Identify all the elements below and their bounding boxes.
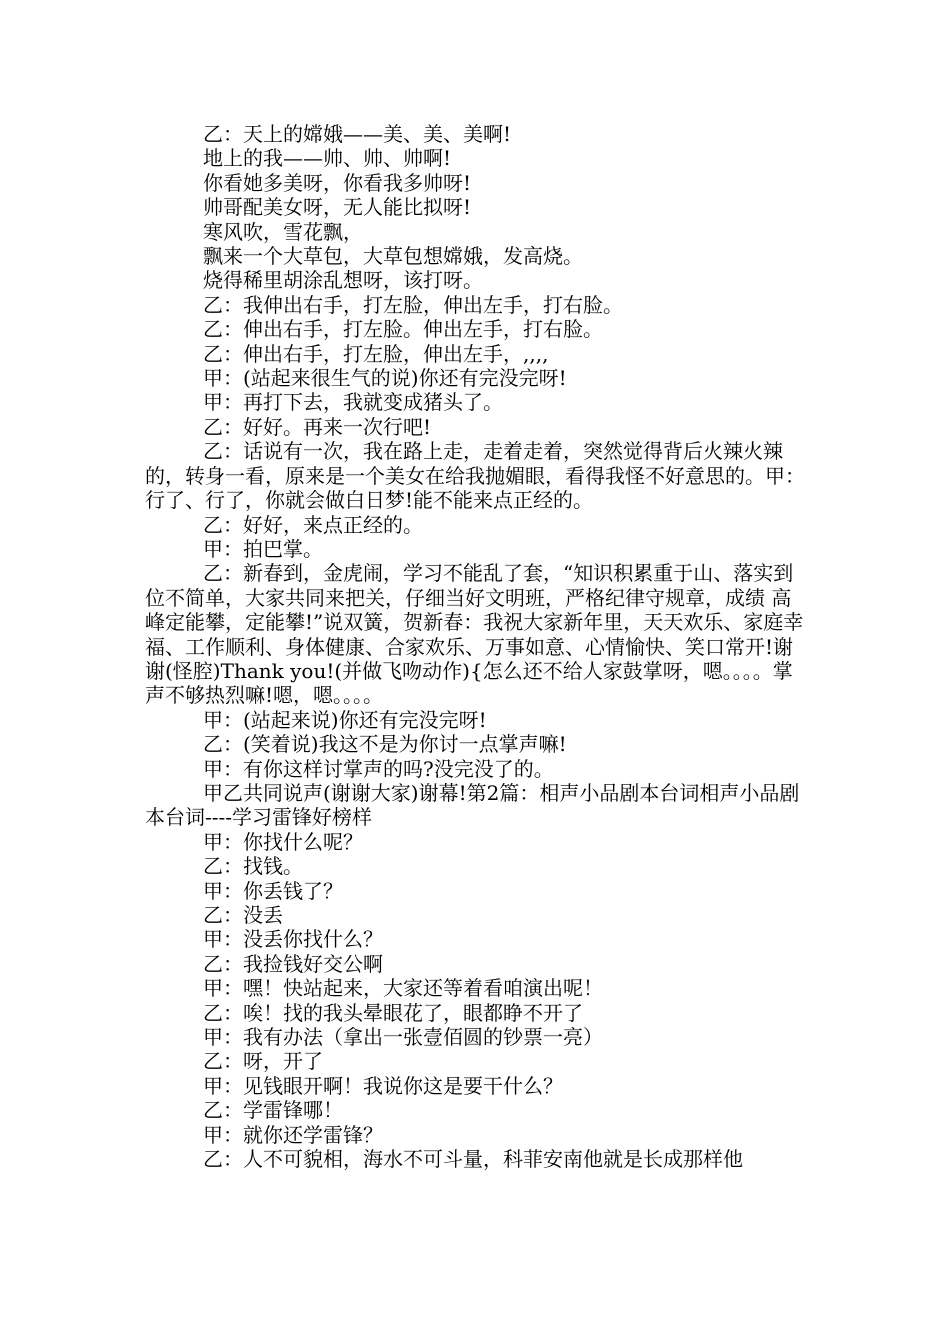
paragraph: 甲：你丢钱了？ [203, 878, 343, 903]
paragraph: 甲：没丢你找什么？ [203, 927, 383, 952]
paragraph: 寒风吹，雪花飘， [203, 219, 363, 244]
paragraph: 乙：好好，来点正经的。 [203, 512, 423, 537]
paragraph: 乙：呀，开了 [203, 1049, 323, 1074]
paragraph: 帅哥配美女呀，无人能比拟呀! [203, 195, 472, 220]
paragraph: 你看她多美呀，你看我多帅呀! [203, 170, 472, 195]
paragraph: 甲：有你这样讨掌声的吗?没完没了的。 [203, 756, 554, 781]
paragraph: 乙：天上的嫦娥——美、美、美啊! [203, 122, 512, 146]
paragraph: 地上的我——帅、帅、帅啊! [203, 146, 452, 171]
paragraph: 烧得稀里胡涂乱想呀，该打呀。 [203, 268, 483, 293]
paragraph: 甲：我有办法（拿出一张壹佰圆的钞票一亮） [203, 1025, 603, 1050]
paragraph: 乙：我捡钱好交公啊 [203, 951, 383, 976]
paragraph: 乙：学雷锋哪！ [203, 1098, 343, 1123]
paragraph: 乙：人不可貌相，海水不可斗量，科菲安南他就是长成那样他 [203, 1147, 743, 1172]
paragraph: 甲：拍巴掌。 [203, 536, 323, 561]
paragraph: 乙：伸出右手，打左脸，伸出左手，,,,, [203, 341, 549, 366]
paragraph: 甲：就你还学雷锋？ [203, 1122, 383, 1147]
paragraph: 乙：唉！找的我头晕眼花了，眼都睁不开了 [203, 1000, 583, 1025]
paragraph: 乙：我伸出右手，打左脸，伸出左手，打右脸。 [203, 292, 623, 317]
paragraph: 甲：见钱眼开啊！我说你这是要干什么？ [203, 1073, 563, 1098]
paragraph: 甲：嘿！快站起来，大家还等着看咱演出呢！ [203, 976, 603, 1001]
paragraph: 乙：(笑着说)我这不是为你讨一点掌声嘛! [203, 732, 567, 757]
paragraph: 飘来一个大草包，大草包想嫦娥，发高烧。 [203, 244, 583, 269]
document-body [145, 122, 810, 1171]
paragraph: 甲：(站起来说)你还有完没完呀! [203, 707, 487, 732]
paragraph: 乙：伸出右手，打左脸。伸出左手，打右脸。 [203, 317, 603, 342]
paragraph: 甲：(站起来很生气的说)你还有完没完呀! [203, 366, 567, 391]
paragraph: 乙：话说有一次，我在路上走，走着走着，突然觉得背后火辣火辣的，转身一看，原来是一个美女在给我抛媚眼，看得我怪不好意思的。甲：行了、行了，你就会做白日梦!能不能来点正经的。 [145, 439, 805, 513]
paragraph: 乙：好好。再来一次行吧! [203, 414, 432, 439]
paragraph: 甲：你找什么呢？ [203, 829, 363, 854]
paragraph: 乙：找钱。 [203, 854, 303, 879]
paragraph: 乙：没丢 [203, 903, 283, 927]
paragraph: 甲：再打下去，我就变成猪头了。 [203, 390, 503, 415]
paragraph: 甲乙共同说声(谢谢大家)谢幕!第2篇：相声小品剧本台词相声小品剧本台词----学习雷锋好榜样 [145, 780, 800, 830]
paragraph: 乙：新春到，金虎闹，学习不能乱了套，“知识积累重于山、落实到位不简单，大家共同来把关，仔细当好文明班，严格纪律守规章，成绩 高峰定能攀，定能攀!”说双簧，贺新春：我祝大家新年里，天天欢乐、家庭幸福、工作顺利、身体健康、合家欢乐、万事如意、心情愉快、笑口常开!谢谢(怪腔)Thank you!(并做飞吻动作){怎么还不给人家鼓掌呀，嗯。。。。掌声不够热烈嘛!嗯，嗯。。。。 [145, 561, 804, 708]
